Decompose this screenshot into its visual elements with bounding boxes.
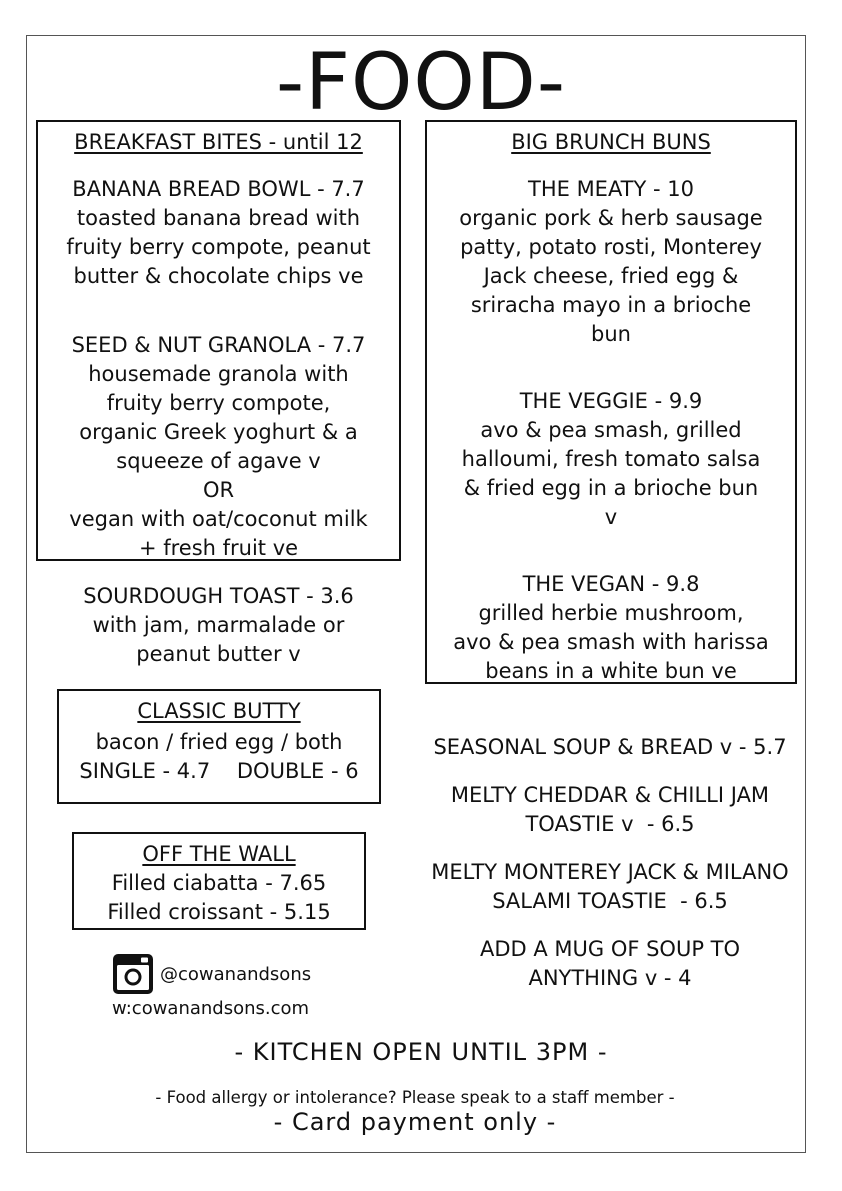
item-name: MELTY CHEDDAR & CHILLI JAM	[450, 783, 770, 807]
item-desc: sriracha mayo in a brioche	[470, 293, 752, 317]
item-desc: organic pork & herb sausage	[459, 206, 763, 230]
kitchen-hours: - KITCHEN OPEN UNTIL 3PM -	[234, 1038, 608, 1066]
item-name: THE VEGAN - 9.8	[522, 572, 700, 596]
item-desc: organic Greek yoghurt & a	[79, 420, 358, 444]
item-name: SEASONAL SOUP & BREAD v - 5.7	[433, 735, 787, 759]
offwall-item: Filled croissant - 5.15	[107, 900, 331, 924]
item-name: THE VEGGIE - 9.9	[519, 389, 703, 413]
item-desc: housemade granola with	[88, 362, 349, 386]
extras-list	[400, 733, 820, 993]
item-desc: avo & pea smash with harissa	[453, 630, 769, 654]
item-desc: v	[604, 505, 618, 529]
breakfast-heading: BREAKFAST BITES - until 12	[74, 130, 363, 154]
item-desc: patty, potato rosti, Monterey	[460, 235, 762, 259]
butty-desc: bacon / fried egg / both	[95, 730, 343, 754]
item-name: SALAMI TOASTIE - 6.5	[492, 889, 728, 913]
item-name: BANANA BREAD BOWL - 7.7	[72, 177, 365, 201]
item-name: SOURDOUGH TOAST - 3.6	[83, 584, 354, 608]
instagram-handle[interactable]: @cowanandsons	[160, 964, 312, 985]
item-name: ADD A MUG OF SOUP TO	[479, 937, 741, 961]
website-link[interactable]: w:cowanandsons.com	[112, 998, 310, 1019]
item-desc: halloumi, fresh tomato salsa	[461, 447, 761, 471]
payment-notice: - Card payment only -	[273, 1108, 557, 1136]
butty-prices: SINGLE - 4.7 DOUBLE - 6	[79, 759, 359, 783]
item-desc: + fresh fruit ve	[138, 536, 299, 560]
item-desc: OR	[202, 478, 235, 502]
item-desc: Jack cheese, fried egg &	[483, 264, 739, 288]
item-desc: squeeze of agave v	[116, 449, 321, 473]
instagram-icon	[112, 953, 154, 995]
brunch-section	[425, 120, 797, 684]
butty-heading: CLASSIC BUTTY	[137, 699, 301, 723]
item-name: MELTY MONTEREY JACK & MILANO	[431, 860, 789, 884]
menu-item-sourdough	[36, 582, 401, 669]
item-desc: avo & pea smash, grilled	[480, 418, 742, 442]
menu-title: -FOOD-	[275, 38, 566, 128]
item-name: TOASTIE v - 6.5	[525, 812, 695, 836]
menu-item-veggie	[427, 387, 795, 532]
item-desc: butter & chocolate chips ve	[73, 264, 364, 288]
classic-butty-section	[57, 689, 381, 804]
menu-item-monterey-toastie	[400, 858, 820, 916]
item-desc: vegan with oat/coconut milk	[69, 507, 368, 531]
item-name: ANYTHING v - 4	[528, 966, 692, 990]
menu-item-meaty	[427, 175, 795, 349]
item-desc: fruity berry compote, peanut	[66, 235, 371, 259]
off-the-wall-section	[72, 832, 366, 930]
item-desc: with jam, marmalade or	[92, 613, 345, 637]
offwall-heading: OFF THE WALL	[142, 842, 296, 866]
menu-item-banana-bread	[38, 175, 399, 291]
item-desc: & fried egg in a brioche bun	[463, 476, 759, 500]
menu-item-granola	[38, 331, 399, 563]
item-name: SEED & NUT GRANOLA - 7.7	[71, 333, 366, 357]
menu-item-vegan	[427, 570, 795, 686]
item-desc: toasted banana bread with	[76, 206, 361, 230]
item-desc: beans in a white bun ve	[485, 659, 737, 683]
breakfast-section	[36, 120, 401, 561]
menu-item-seasonal-soup	[400, 733, 820, 762]
item-name: THE MEATY - 10	[528, 177, 694, 201]
item-desc: peanut butter v	[136, 642, 301, 666]
offwall-item: Filled ciabatta - 7.65	[111, 871, 327, 895]
item-desc: grilled herbie mushroom,	[478, 601, 744, 625]
item-desc: bun	[591, 322, 631, 346]
brunch-heading: BIG BRUNCH BUNS	[511, 130, 711, 154]
menu-item-cheddar-toastie	[400, 781, 820, 839]
item-desc: fruity berry compote,	[106, 391, 331, 415]
menu-item-mug-of-soup	[400, 935, 820, 993]
allergy-notice: - Food allergy or intolerance? Please speak to a staff member -	[155, 1088, 675, 1107]
